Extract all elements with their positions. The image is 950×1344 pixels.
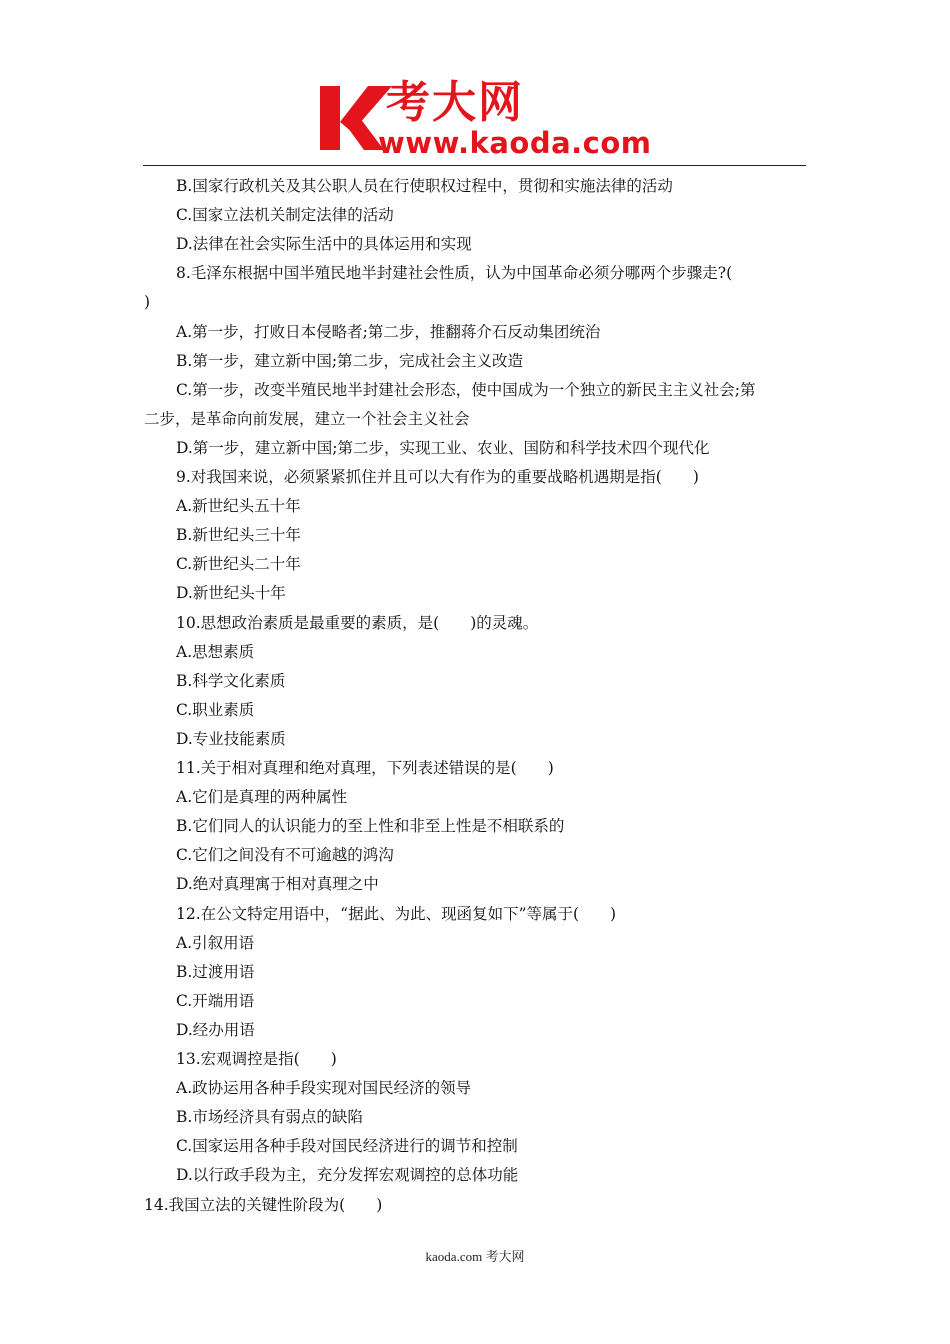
text-line: A.政协运用各种手段实现对国民经济的领导 (176, 1079, 472, 1098)
text-line: C.开端用语 (176, 991, 255, 1010)
text-line: D.新世纪头十年 (176, 584, 286, 603)
text-line: D.经办用语 (176, 1020, 255, 1039)
text-line: C.职业素质 (176, 700, 255, 719)
text-line: D.法律在社会实际生活中的具体运用和实现 (176, 235, 472, 254)
text-line: 二步，是革命向前发展，建立一个社会主义社会 (144, 409, 470, 428)
text-line: C.国家运用各种手段对国民经济进行的调节和控制 (176, 1137, 518, 1156)
kaoda-logo (318, 77, 652, 160)
header-divider (143, 165, 806, 166)
text-line: D.专业技能素质 (176, 729, 286, 748)
text-line: D.第一步，建立新中国;第二步，实现工业、农业、国防和科学技术四个现代化 (176, 438, 710, 457)
text-line: C.它们之间没有不可逾越的鸿沟 (176, 846, 394, 865)
text-line: C.第一步，改变半殖民地半封建社会形态，使中国成为一个独立的新民主主义社会;第 (176, 380, 756, 399)
text-line: C.新世纪头二十年 (176, 555, 301, 574)
text-line: 10.思想政治素质是最重要的素质，是( )的灵魂。 (176, 613, 539, 632)
logo-chinese-text: 考大网 (386, 77, 524, 128)
text-line: B.过渡用语 (176, 962, 255, 981)
text-line: B.国家行政机关及其公职人员在行使职权过程中，贯彻和实施法律的活动 (176, 177, 673, 195)
text-line: 13.宏观调控是指( ) (176, 1050, 337, 1068)
text-line: 11.关于相对真理和绝对真理，下列表述错误的是( ) (176, 759, 554, 777)
text-line: B.新世纪头三十年 (176, 526, 301, 545)
text-line: B.市场经济具有弱点的缺陷 (176, 1108, 363, 1127)
text-line: A.第一步，打败日本侵略者;第二步，推翻蒋介石反动集团统治 (176, 322, 601, 341)
text-line: C.国家立法机关制定法律的活动 (176, 206, 394, 225)
text-line: D.以行政手段为主，充分发挥宏观调控的总体功能 (176, 1166, 519, 1185)
text-line: 8.毛泽东根据中国半殖民地半封建社会性质，认为中国革命必须分哪两个步骤走?( (176, 264, 733, 283)
logo-url-text: www.kaoda.com (378, 126, 652, 160)
page-footer: kaoda.com 考大网 (425, 1249, 525, 1264)
text-line: 14.我国立法的关键性阶段为( ) (144, 1195, 383, 1214)
text-line: A.新世纪头五十年 (176, 497, 301, 516)
text-line: 9.对我国来说，必须紧紧抓住并且可以大有作为的重要战略机遇期是指( ) (176, 468, 699, 486)
text-line: 12.在公文特定用语中，“据此、为此、现函复如下”等属于( ) (176, 904, 617, 923)
text-line: B.第一步，建立新中国;第二步，完成社会主义改造 (176, 351, 524, 370)
text-line: A.思想素质 (176, 642, 255, 661)
text-line: D.绝对真理寓于相对真理之中 (176, 875, 379, 894)
text-line: B.它们同人的认识能力的至上性和非至上性是不相联系的 (176, 817, 565, 836)
text-line: A.它们是真理的两种属性 (176, 788, 348, 807)
text-line: ) (144, 293, 151, 312)
text-line: B.科学文化素质 (176, 671, 286, 690)
text-line: A.引叙用语 (176, 933, 255, 952)
